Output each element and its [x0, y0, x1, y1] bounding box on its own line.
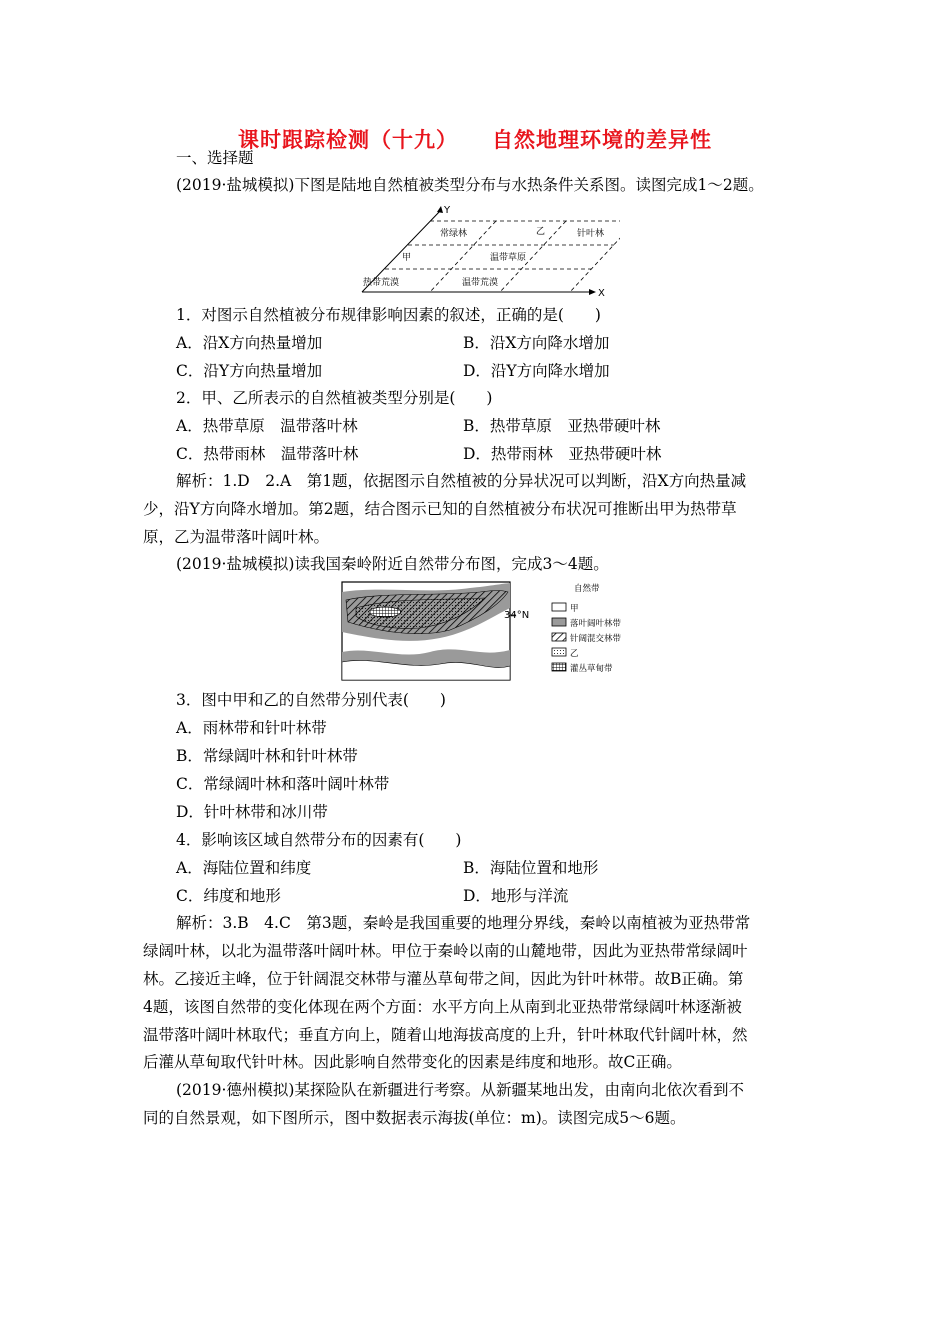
cell-temperate-grassland: 温带草原 — [490, 253, 527, 263]
q1-option-a: A．沿X方向热量增加 — [176, 334, 323, 352]
answer-1-2-line-1: 解析：1.D 2.A 第1题，依据图示自然植被的分异状况可以判断，沿X方向热量减 — [176, 472, 747, 490]
cell-jia: 甲 — [402, 253, 412, 263]
answer-3-4-line-2: 绿阔叶林，以北为温带落叶阔叶林。甲位于秦岭以南的山麓地带，因此为亚热带常绿阔叶 — [143, 942, 748, 960]
legend-swatch-mixed — [552, 633, 566, 641]
latitude-label: 34°N — [504, 610, 530, 621]
cell-tropical-desert: 热带荒漠 — [363, 278, 400, 288]
cell-evergreen: 常绿林 — [440, 229, 468, 239]
legend-swatch-deciduous — [552, 618, 566, 626]
title-sub: 自然地理环境的差异性 — [492, 128, 712, 152]
vegetation-grid-figure — [340, 200, 620, 300]
page-title — [0, 124, 950, 154]
intro-q5-6-line-2: 同的自然景观，如下图所示，图中数据表示海拔(单位：m)。读图完成5～6题。 — [143, 1109, 686, 1127]
legend-swatch-shrub — [552, 663, 566, 671]
axis-y-label: Y — [444, 205, 451, 216]
q1-option-d: D．沿Y方向降水增加 — [463, 362, 610, 380]
q1-stem: 1．对图示自然植被分布规律影响因素的叙述，正确的是( ) — [176, 306, 601, 324]
q4-stem: 4．影响该区域自然带分布的因素有( ) — [176, 831, 462, 849]
answer-3-4-line-1: 解析：3.B 4.C 第3题，秦岭是我国重要的地理分界线，秦岭以南植被为亚热带常 — [176, 914, 751, 932]
legend-swatch-jia — [552, 603, 566, 611]
q3-stem: 3．图中甲和乙的自然带分别代表( ) — [176, 691, 446, 709]
legend-jia: 甲 — [570, 604, 579, 614]
q3-option-b: B．常绿阔叶林和针叶林带 — [176, 747, 358, 765]
q3-option-a: A．雨林带和针叶林带 — [176, 719, 327, 737]
q3-option-c: C．常绿阔叶林和落叶阔叶林带 — [176, 775, 390, 793]
intro-q1-2: (2019·盐城模拟)下图是陆地自然植被类型分布与水热条件关系图。读图完成1～2题。 — [176, 176, 764, 194]
q1-option-c: C．沿Y方向热量增加 — [176, 362, 323, 380]
q4-option-b: B．海陆位置和地形 — [463, 859, 599, 877]
cell-conifer: 针叶林 — [577, 229, 605, 239]
q2-option-c: C．热带雨林 温带落叶林 — [176, 445, 359, 463]
q4-option-c: C．纬度和地形 — [176, 887, 281, 905]
legend-mixed: 针阔混交林带 — [570, 634, 622, 644]
q4-option-a: A．海陆位置和纬度 — [176, 859, 312, 877]
answer-3-4-line-6: 后灌从草甸取代针叶林。因此影响自然带变化的因素是纬度和地形。故C正确。 — [143, 1053, 682, 1071]
answer-3-4-line-4: 4题，该图自然带的变化体现在两个方面：水平方向上从南到北亚热带常绿阔叶林逐渐被 — [143, 998, 742, 1016]
q2-option-b: B．热带草原 亚热带硬叶林 — [463, 417, 661, 435]
q2-option-d: D．热带雨林 亚热带硬叶林 — [463, 445, 662, 463]
q4-option-d: D．地形与洋流 — [463, 887, 569, 905]
legend-shrub: 灌丛草甸带 — [570, 664, 613, 674]
intro-q5-6-line-1: (2019·德州模拟)某探险队在新疆进行考察。从新疆某地出发，由南向北依次看到不 — [176, 1081, 744, 1099]
q3-option-d: D．针叶林带和冰川带 — [176, 803, 328, 821]
legend-title: 自然带 — [574, 584, 600, 594]
legend-deciduous: 落叶阔叶林带 — [570, 619, 622, 629]
answer-1-2-line-2: 少，沿Y方向降水增加。第2题，结合图示已知的自然植被分布状况可推断出甲为热带草 — [143, 500, 737, 518]
q2-stem: 2．甲、乙所表示的自然植被类型分别是( ) — [176, 389, 493, 407]
answer-1-2-line-3: 原，乙为温带落叶阔叶林。 — [143, 528, 330, 546]
legend-yi: 乙 — [570, 649, 579, 659]
section-heading: 一、选择题 — [176, 149, 254, 167]
intro-q3-4: (2019·盐城模拟)读我国秦岭附近自然带分布图，完成3～4题。 — [176, 555, 609, 573]
title-main: 课时跟踪检测（十九） — [238, 128, 458, 152]
cell-yi: 乙 — [536, 227, 546, 237]
qinling-zone-map — [340, 580, 650, 685]
q1-option-b: B．沿X方向降水增加 — [463, 334, 610, 352]
legend-swatch-yi — [552, 648, 566, 656]
answer-3-4-line-5: 温带落叶阔叶林取代；垂直方向上，随着山地海拔高度的上升，针叶林取代针阔叶林，然 — [143, 1026, 748, 1044]
axis-x-label: X — [598, 288, 605, 299]
q2-option-a: A．热带草原 温带落叶林 — [176, 417, 358, 435]
answer-3-4-line-3: 林。乙接近主峰，位于针阔混交林带与灌丛草甸带之间，因此为针叶林带。故B正确。第 — [143, 970, 744, 988]
cell-temperate-desert: 温带荒漠 — [462, 278, 499, 288]
